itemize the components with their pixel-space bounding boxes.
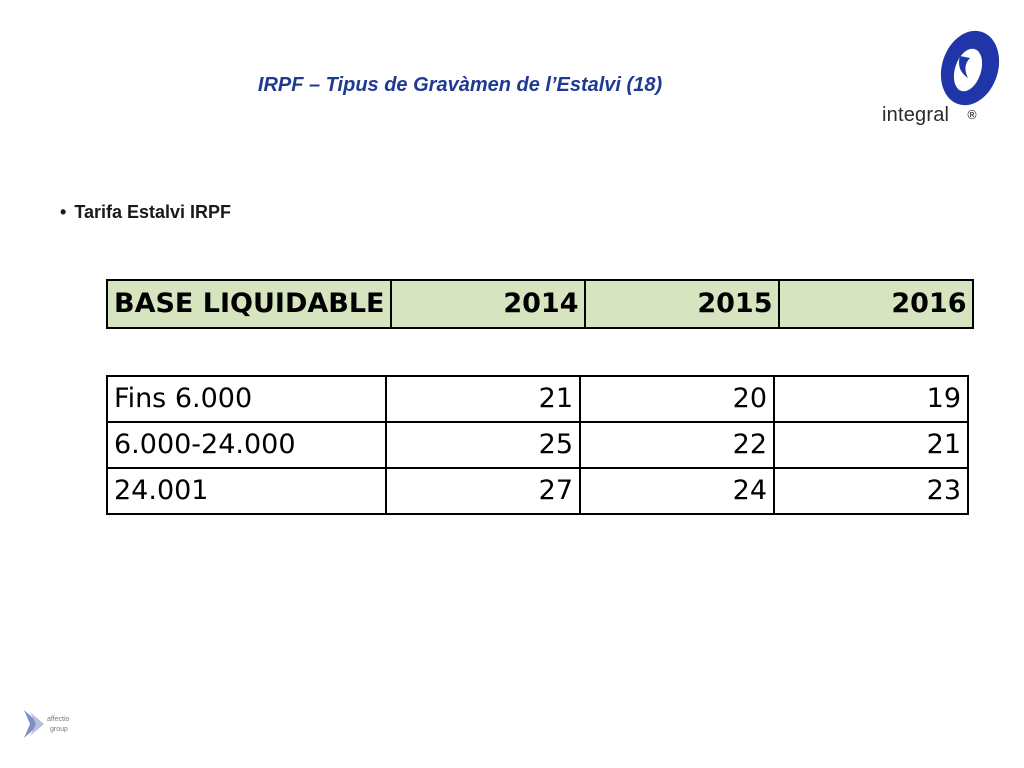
rate-table-header [106, 279, 974, 329]
table-row [107, 376, 968, 422]
rate-cell: 23 [774, 468, 968, 514]
integral-logo [876, 26, 996, 130]
rate-cell: 20 [580, 376, 774, 422]
affectio-logo-subtext: group [50, 726, 68, 733]
rate-cell: 24 [580, 468, 774, 514]
rate-cell: 22 [580, 422, 774, 468]
affectio-logo-text: affectio [47, 716, 70, 723]
rate-cell: 27 [386, 468, 580, 514]
integral-logo-mark-icon [934, 26, 1000, 110]
integral-logo-text: integral [882, 104, 950, 126]
table-row [107, 422, 968, 468]
table-header-row [107, 280, 973, 328]
row-label-cell: 6.000-24.000 [107, 422, 386, 468]
rate-cell: 21 [386, 376, 580, 422]
bullet-dot-icon: • [60, 202, 67, 222]
header-year-cell: 2015 [585, 280, 779, 328]
rate-cell: 19 [774, 376, 968, 422]
slide-title: IRPF – Tipus de Gravàmen de l’Estalvi (18) [257, 74, 663, 96]
header-year-cell: 2014 [391, 280, 585, 328]
row-label-cell: 24.001 [107, 468, 386, 514]
rate-table-body [106, 375, 969, 515]
affectio-logo-mark-icon [20, 706, 48, 742]
affectio-logo [20, 706, 90, 746]
row-label-cell: Fins 6.000 [107, 376, 386, 422]
registered-mark: ® [966, 108, 978, 122]
header-year-cell: 2016 [779, 280, 973, 328]
rate-cell: 25 [386, 422, 580, 468]
header-label-cell: BASE LIQUIDABLE [107, 280, 391, 328]
table-row [107, 468, 968, 514]
bullet-text: Tarifa Estalvi IRPF [74, 202, 232, 222]
rate-cell: 21 [774, 422, 968, 468]
bullet-item [60, 202, 231, 223]
